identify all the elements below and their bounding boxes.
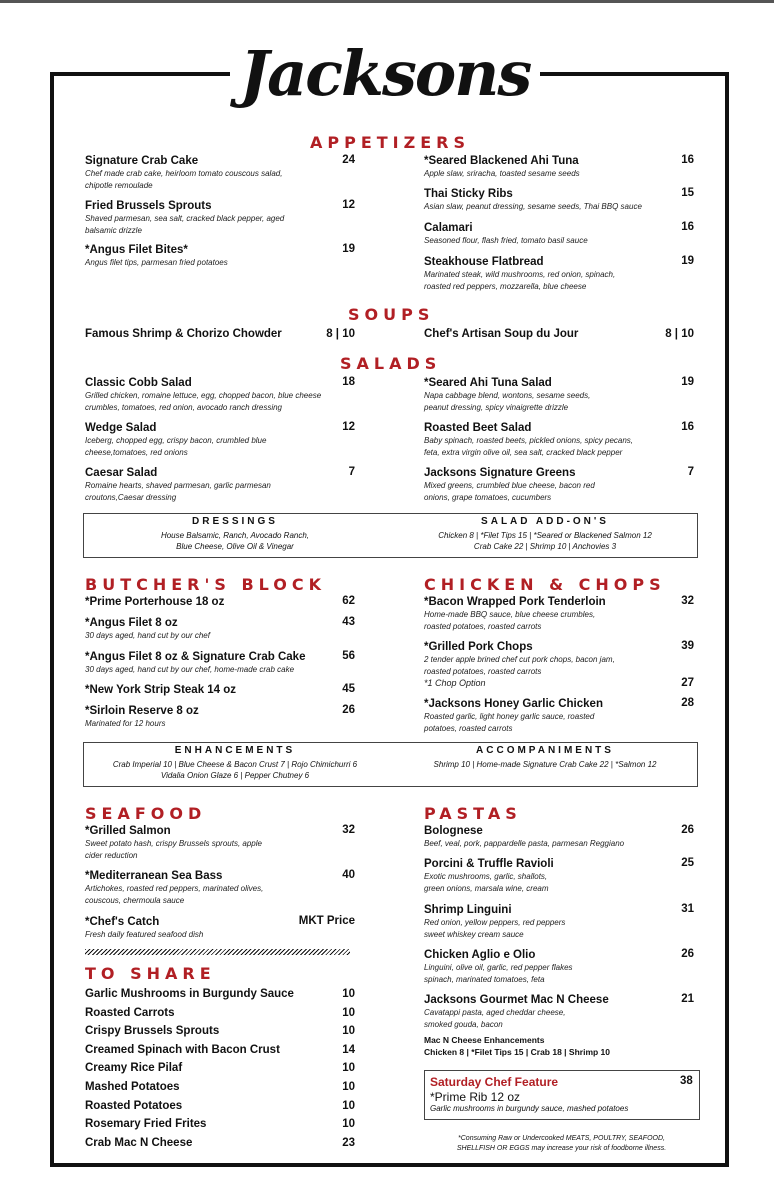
share-item-price: 10 <box>342 1118 355 1131</box>
soup-item: Famous Shrimp & Chorizo Chowder 8 | 10 <box>85 328 355 340</box>
appetizer-item: *Seared Blackened Ahi Tuna 16 Apple slaw, sriracha, toasted sesame seeds <box>424 154 694 178</box>
enhancements-line2: Vidalia Onion Glaze 6 | Pepper Chutney 6 <box>160 771 310 780</box>
seafood-item: *Chef's Catch MKT Price Fresh daily featured seafood dish <box>85 915 355 939</box>
pasta-item: Chicken Aglio e Olio 26 Linguini, olive oil, garlic, red pepper flakes spinach, marinated tomatoes, feta <box>424 948 694 984</box>
chops-item: *Grilled Pork Chops 39 2 tender apple brined chef cut pork chops, bacon jam, roasted potatoes, roasted carrots <box>424 640 694 676</box>
butcher-item: *New York Strip Steak 14 oz 45 <box>85 683 355 696</box>
share-item-name: Roasted Potatoes <box>85 1099 183 1112</box>
salad-item: Wedge Salad 12 Iceberg, chopped egg, crispy bacon, crumbled blue cheese,tomatoes, red onions <box>85 421 355 457</box>
share-item <box>85 1044 355 1056</box>
chef-feature-title: Saturday Chef Feature <box>430 1075 559 1089</box>
dressings-title: DRESSINGS <box>192 516 278 527</box>
share-item <box>85 1025 355 1037</box>
pasta-item: Shrimp Linguini 31 Red onion, yellow peppers, red peppers sweet whiskey cream sauce <box>424 903 694 939</box>
pasta-item: Porcini & Truffle Ravioli 25 Exotic mushrooms, garlic, shallots, green onions, marsala wine, cream <box>424 857 694 893</box>
pasta-item: Jacksons Gourmet Mac N Cheese 21 Cavatappi pasta, aged cheddar cheese, smoked gouda, bacon <box>424 993 694 1029</box>
salad-item: Caesar Salad 7 Romaine hearts, shaved parmesan, garlic parmesan croutons,Caesar dressing <box>85 466 355 502</box>
salad-item: Classic Cobb Salad 18 Grilled chicken, romaine lettuce, egg, chopped bacon, blue cheese crumbles, tomatoes, red onion, avocado ranch dressing <box>85 376 355 412</box>
accompaniments-line1: Shrimp 10 | Home-made Signature Crab Cake 22 | *Salmon 12 <box>433 760 657 769</box>
share-item-price: 10 <box>342 1025 355 1038</box>
share-item <box>85 1100 355 1112</box>
butcher-item: *Angus Filet 8 oz 43 30 days aged, hand cut by our chef <box>85 616 355 640</box>
butchers-block-heading: BUTCHER'S BLOCK <box>85 575 327 594</box>
enhancements-line1: Crab Imperial 10 | Blue Cheese & Bacon Crust 7 | Rojo Chimichurri 6 <box>112 760 358 769</box>
share-item-name: Crispy Brussels Sprouts <box>85 1025 220 1038</box>
pasta-item: Bolognese 26 Beef, veal, pork, pappardelle pasta, parmesan Reggiano <box>424 824 694 848</box>
seafood-item: *Grilled Salmon 32 Sweet potato hash, crispy Brussels sprouts, apple cider reduction <box>85 824 355 860</box>
to-share-heading: TO SHARE <box>85 964 216 983</box>
salad-item: *Seared Ahi Tuna Salad 19 Napa cabbage blend, wontons, sesame seeds, peanut dressing, spicy vinaigrette drizzle <box>424 376 694 412</box>
share-item-name: Rosemary Fried Frites <box>85 1118 207 1131</box>
accompaniments-title: ACCOMPANIMENTS <box>476 745 614 756</box>
disclaimer: *Consuming Raw or Undercooked MEATS, POULTRY, SEAFOOD, SHELLFISH OR EGGS may increase your risk of foodborne illness. <box>456 1135 667 1152</box>
share-item <box>85 1137 355 1149</box>
mac-enhancements-line: Chicken 8 | *Filet Tips 15 | Crab 18 | Shrimp 10 <box>424 1047 611 1057</box>
dressings-line2: Blue Cheese, Olive Oil & Vinegar <box>176 542 294 551</box>
share-item <box>85 1081 355 1093</box>
seafood-heading: SEAFOOD <box>85 804 207 823</box>
chef-feature-desc: Garlic mushrooms in burgundy sauce, mashed potatoes <box>430 1104 629 1113</box>
chef-feature-price: 38 <box>680 1075 693 1087</box>
share-item-price: 23 <box>342 1136 355 1149</box>
butcher-item: *Sirloin Reserve 8 oz 26 Marinated for 12 hours <box>85 704 355 728</box>
enhancements-title: ENHANCEMENTS <box>174 745 296 756</box>
share-item-name: Mashed Potatoes <box>85 1081 180 1093</box>
appetizer-item: Signature Crab Cake 24 Chef made crab cake, heirloom tomato couscous salad, chipotle remoulade <box>85 154 355 190</box>
butcher-item: *Angus Filet 8 oz & Signature Crab Cake 56 30 days aged, hand cut by our chef, home-made crab cake <box>85 650 355 674</box>
share-item-name: Creamy Rice Pilaf <box>85 1062 183 1075</box>
addons-line1: Chicken 8 | *Filet Tips 15 | *Seared or Blackened Salmon 12 <box>438 531 652 540</box>
share-item-name: Garlic Mushrooms in Burgundy Sauce <box>85 988 294 1000</box>
dressings-line1: House Balsamic, Ranch, Avocado Ranch, <box>160 531 310 540</box>
share-item-price: 14 <box>342 1043 355 1056</box>
chops-item: *Jacksons Honey Garlic Chicken 28 Roasted garlic, light honey garlic sauce, roasted potatoes, roasted carrots <box>424 697 694 733</box>
top-rule <box>0 0 774 3</box>
pastas-heading: PASTAS <box>424 804 522 823</box>
decorative-divider <box>85 949 350 955</box>
butcher-item: *Prime Porterhouse 18 oz 62 <box>85 595 355 608</box>
appetizer-item: *Angus Filet Bites* 19 Angus filet tips, parmesan fried potatoes <box>85 243 355 267</box>
addons-line2: Crab Cake 22 | Shrimp 10 | Anchovies 3 <box>473 542 617 551</box>
soup-item: Chef's Artisan Soup du Jour 8 | 10 <box>424 328 694 340</box>
share-item-price: 10 <box>342 1062 355 1075</box>
share-item-price: 10 <box>342 1006 355 1019</box>
share-item-name: Creamed Spinach with Bacon Crust <box>85 1043 280 1056</box>
salad-item: Roasted Beet Salad 16 Baby spinach, roasted beets, pickled onions, spicy pecans, feta, extra virgin olive oil, sea salt, cracked black pepper <box>424 421 694 457</box>
share-item <box>85 1118 355 1130</box>
appetizers-heading: APPETIZERS <box>310 133 471 152</box>
share-item-name: Crab Mac N Cheese <box>85 1136 193 1149</box>
chops-item: *Bacon Wrapped Pork Tenderloin 32 Home-made BBQ sauce, blue cheese crumbles, roasted potatoes, roasted carrots <box>424 595 694 631</box>
mac-enhancements-title: Mac N Cheese Enhancements <box>424 1035 545 1045</box>
share-item-price: 10 <box>342 988 355 1000</box>
appetizer-item: Calamari 16 Seasoned flour, flash fried, tomato basil sauce <box>424 221 694 245</box>
share-item-name: Roasted Carrots <box>85 1006 175 1019</box>
salad-item: Jacksons Signature Greens 7 Mixed greens, crumbled blue cheese, bacon red onions, grape tomatoes, cucumbers <box>424 466 694 502</box>
salads-heading: SALADS <box>340 354 442 373</box>
share-item-price: 10 <box>342 1081 355 1093</box>
chef-feature-name: *Prime Rib 12 oz <box>430 1090 521 1104</box>
soups-heading: SOUPS <box>348 305 435 324</box>
appetizer-item: Thai Sticky Ribs 15 Asian slaw, peanut dressing, sesame seeds, Thai BBQ sauce <box>424 187 694 211</box>
appetizer-item: Steakhouse Flatbread 19 Marinated steak, wild mushrooms, red onion, spinach, roasted red peppers, mozzarella, blue cheese <box>424 255 694 291</box>
chops-option: *1 Chop Option 27 <box>424 677 694 689</box>
jacksons-logo: Jacksons <box>230 28 540 123</box>
share-item <box>85 1062 355 1074</box>
seafood-item: *Mediterranean Sea Bass 40 Artichokes, roasted red peppers, marinated olives, couscous, chermoula sauce <box>85 869 355 905</box>
share-item <box>85 988 355 1000</box>
chicken-chops-heading: CHICKEN & CHOPS <box>424 575 666 594</box>
share-item-price: 10 <box>342 1099 355 1112</box>
addons-title: SALAD ADD-ON'S <box>481 516 609 527</box>
share-item <box>85 1007 355 1019</box>
appetizer-item: Fried Brussels Sprouts 12 Shaved parmesan, sea salt, cracked black pepper, aged balsamic drizzle <box>85 199 355 235</box>
